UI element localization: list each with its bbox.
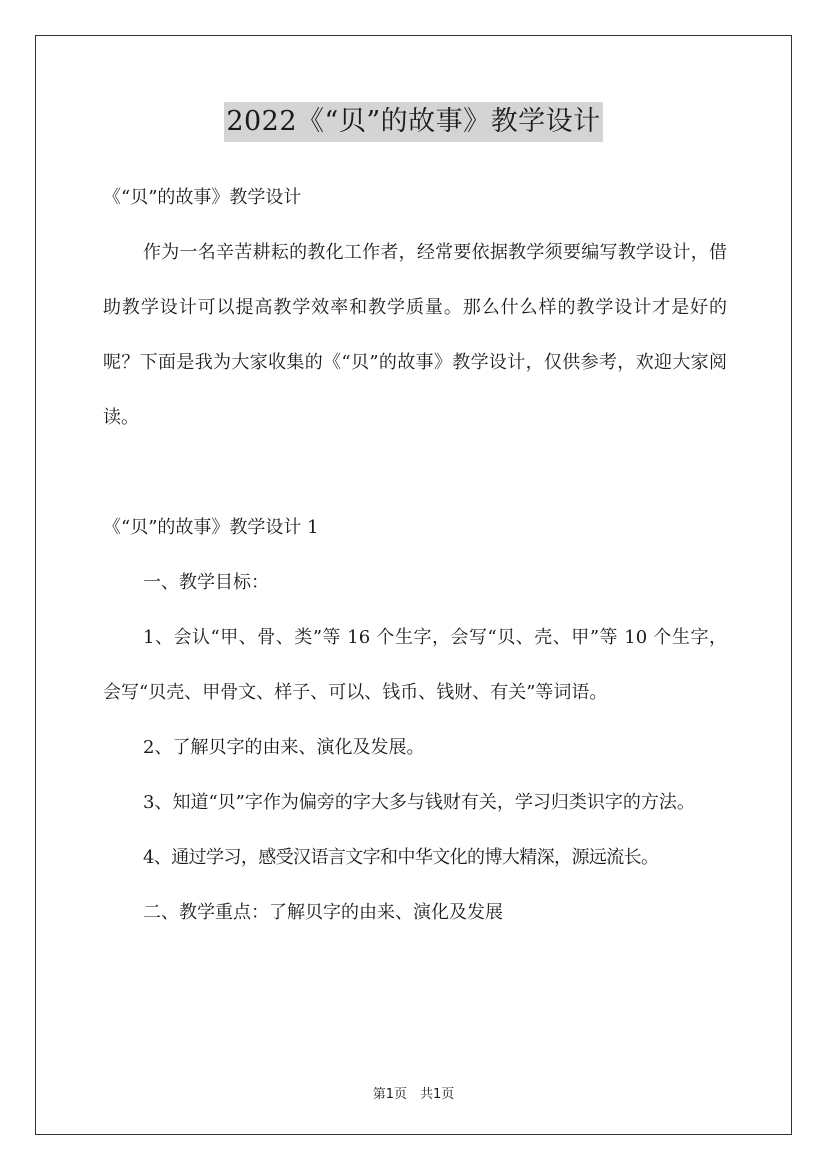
objective-item: 3、知道“贝”字作为偏旁的字大多与钱财有关，学习归类识字的方法。: [143, 792, 695, 813]
document-title: 2022《“贝”的故事》教学设计: [224, 102, 602, 142]
document-subtitle: 《“贝”的故事》教学设计: [103, 187, 302, 208]
objective-item: 4、通过学习，感受汉语言文字和中华文化的博大精深，源远流长。: [143, 847, 659, 868]
key-points-heading: 二、教学重点：了解贝字的由来、演化及发展: [143, 902, 503, 923]
section-gap: [103, 445, 727, 500]
objective-item: 1、会认“甲、骨、类”等 16 个生字，会写“贝、壳、甲”等 10 个生字，会写“贝壳、甲骨文、样子、可以、钱币、钱财、有关”等词语。: [103, 627, 727, 703]
objectives-heading: 一、教学目标：: [143, 572, 269, 593]
objective-item: 2、了解贝字的由来、演化及发展。: [143, 737, 425, 758]
page-number-footer: 第1页 共1页: [372, 1087, 455, 1102]
section-heading: 《“贝”的故事》教学设计 1: [103, 517, 319, 538]
document-body: [103, 170, 727, 940]
title-wrap: [0, 102, 827, 142]
intro-paragraph: 作为一名辛苦耕耘的教化工作者，经常要依据教学须要编写教学设计，借助教学设计可以提高教学效率和教学质量。那么什么样的教学设计才是好的呢？下面是我为大家收集的《“贝”的故事》教学设计，仅供参考，欢迎大家阅读。: [103, 242, 727, 428]
